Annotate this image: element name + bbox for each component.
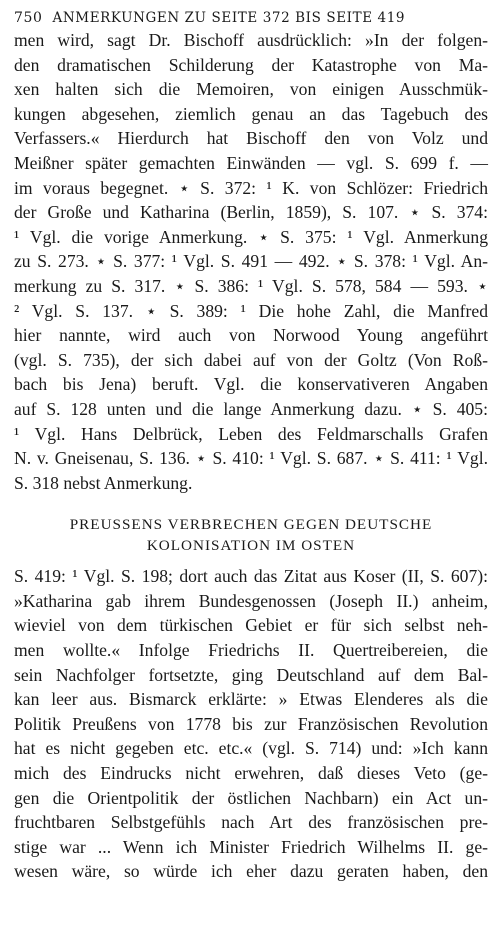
paragraph-notes [14, 28, 488, 495]
text-line: hier nannte, wird auch von Norwood Young angeführt [14, 325, 488, 346]
text-line: fruchtbaren Selbstgefühls nach Art des französischen pre- [14, 812, 488, 833]
text-line: kan leer aus. Bismarck erklärte: » Etwas Elenderes als die [14, 689, 488, 710]
text-line: men wollte.« Infolge Friedrichs II. Quertreibereien, die [14, 640, 488, 661]
text-line: zu S. 273. ⋆ S. 377: ¹ Vgl. S. 491 — 492. ⋆ S. 378: ¹ Vgl. An- [14, 251, 488, 272]
text-line: ¹ Vgl. die vorige Anmerkung. ⋆ S. 375: ¹ Vgl. Anmerkung [14, 226, 488, 247]
text-line: ² Vgl. S. 137. ⋆ S. 389: ¹ Die hohe Zahl, die Manfred [14, 300, 488, 321]
text-line: Politik Preußens von 1778 bis zur Französischen Revolution [14, 713, 488, 734]
text-line: S. 419: ¹ Vgl. S. 198; dort auch das Zitat aus Koser (II, S. 607): [14, 566, 488, 587]
text-line: wesen wäre, so würde ich eher dazu geraten haben, den [14, 861, 488, 882]
text-line: hat es nicht gegeben etc. etc.« (vgl. S. 714) und: »Ich kann [14, 738, 488, 759]
text-line: Verfassers.« Hierdurch hat Bischoff den von Volz und [14, 128, 488, 149]
text-line: (vgl. S. 735), der sich dabei auf von der Goltz (Von Roß- [14, 349, 488, 370]
text-line: im voraus begegnet. ⋆ S. 372: ¹ K. von Schlözer: Friedrich [14, 177, 488, 198]
section-heading [14, 514, 488, 556]
page-number: 750 [14, 10, 43, 26]
text-line: sein Nachfolger fortsetzte, ging Deutschland auf dem Bal- [14, 664, 488, 685]
text-line: bach bis Jena) beruft. Vgl. die konservativeren Angaben [14, 374, 488, 395]
section-heading-line: KOLONISATION IM OSTEN [146, 537, 356, 555]
text-line: »Katharina gab ihrem Bundesgenossen (Joseph II.) anheim, [14, 590, 488, 611]
text-line: merkung zu S. 317. ⋆ S. 386: ¹ Vgl. S. 578, 584 — 593. ⋆ [14, 275, 488, 296]
text-line: gen die Orientpolitik der östlichen Nachbarn) ein Act un- [14, 787, 488, 808]
paragraph-section [14, 564, 488, 884]
text-line: mich des Eindrucks nicht erwehren, daß dieses Veto (ge- [14, 763, 488, 784]
text-line: den dramatischen Schilderung der Katastrophe von Ma- [14, 54, 488, 75]
text-line: Meißner später gemachten Einwänden — vgl. S. 699 f. — [14, 152, 488, 173]
text-line: men wird, sagt Dr. Bischoff ausdrücklich: »In der folgen- [14, 30, 488, 50]
text-line: S. 318 nebst Anmerkung. [14, 472, 193, 493]
text-line: der Große und Katharina (Berlin, 1859), S. 107. ⋆ S. 374: [14, 202, 488, 223]
page-header [14, 10, 488, 26]
text-line: stige war ... Wenn ich Minister Friedrich Wilhelms II. ge- [14, 836, 488, 857]
text-line: wieviel von dem türkischen Gebiet er für sich selbst neh- [14, 615, 488, 636]
text-line: auf S. 128 unten und die lange Anmerkung dazu. ⋆ S. 405: [14, 398, 488, 419]
text-line: xen halten sich die Memoiren, von einigen Ausschmük- [14, 79, 488, 100]
text-line: kungen abgesehen, ziemlich genau an das Tagebuch des [14, 103, 488, 124]
text-line: N. v. Gneisenau, S. 136. ⋆ S. 410: ¹ Vgl. S. 687. ⋆ S. 411: ¹ Vgl. [14, 448, 488, 469]
text-line: ¹ Vgl. Hans Delbrück, Leben des Feldmarschalls Grafen [14, 423, 488, 444]
section-heading-line: PREUSSENS VERBRECHEN GEGEN DEUTSCHE [69, 516, 433, 534]
running-title: ANMERKUNGEN ZU SEITE 372 BIS SEITE 419 [52, 10, 406, 26]
